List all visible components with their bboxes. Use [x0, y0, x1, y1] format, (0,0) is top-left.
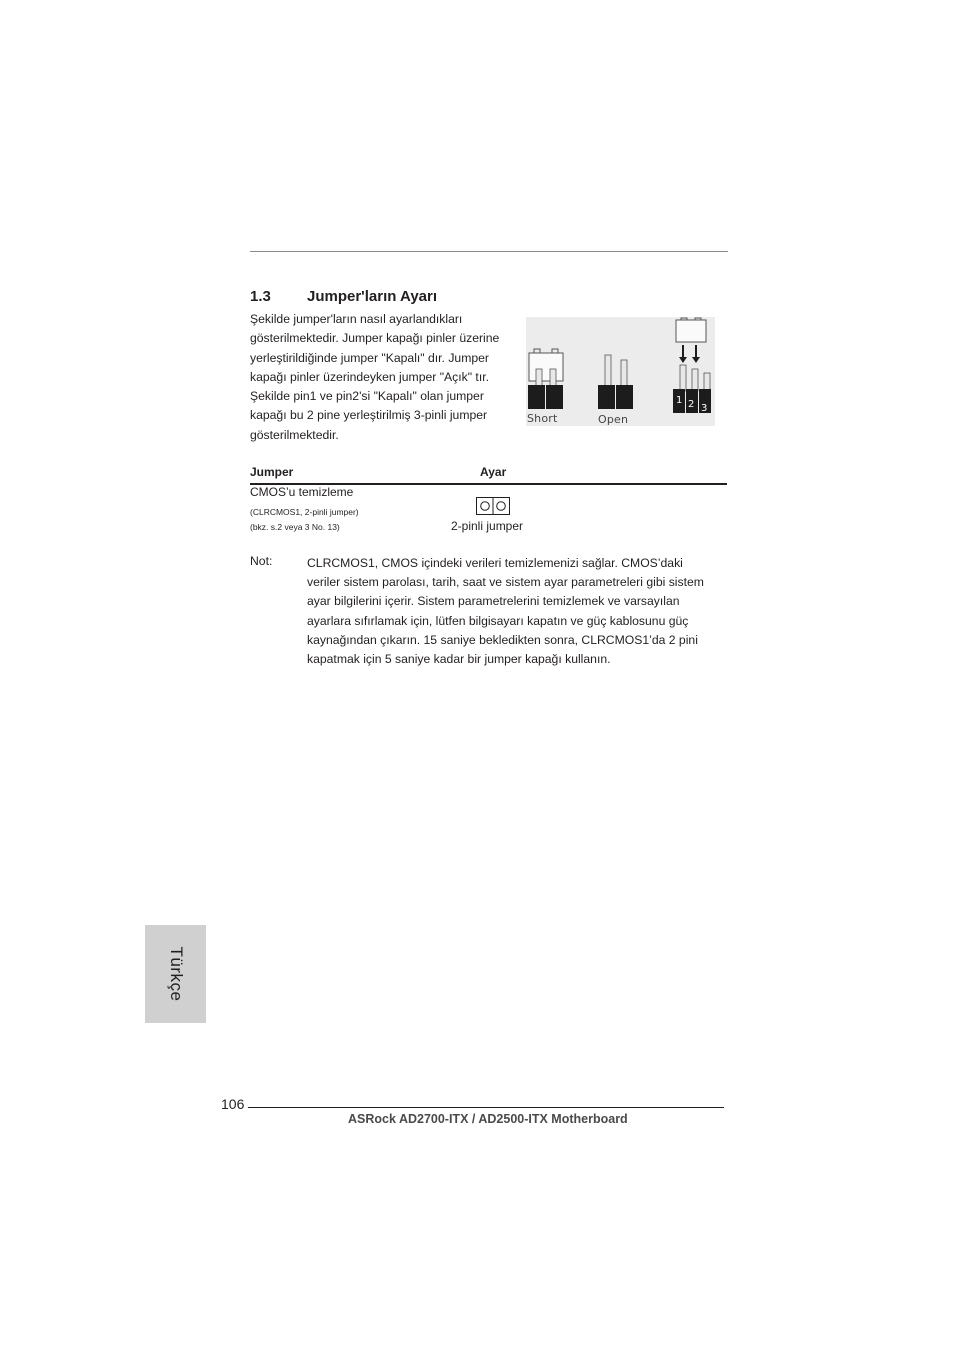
short-label: Short [527, 412, 558, 425]
note-label: Not: [250, 554, 273, 568]
language-label: Türkçe [166, 946, 186, 1002]
footer-divider [248, 1107, 724, 1108]
page-number: 106 [221, 1096, 245, 1112]
table-cell-jumper-reference: (bkz. s.2 veya 3 No. 13) [250, 522, 340, 532]
pin-label: 2 [688, 399, 695, 410]
table-cell-setting-label: 2-pinli jumper [451, 519, 524, 533]
table-header-jumper: Jumper [250, 465, 294, 479]
note-line: CLRCMOS1, CMOS içindeki verileri temizlemenizi sağlar. CMOS’daki [307, 556, 683, 570]
section-number: 1.3 [250, 288, 271, 305]
note-line: ayarlara sıfırlamak için, lütfen bilgisayarı kapatın ve güç kablosunu güç [307, 613, 689, 628]
note-line: ayar bilgilerini içerir. Sistem parametrelerini temizlemek ve varsayılan [307, 594, 680, 609]
pin-label: 1 [676, 395, 683, 406]
table-cell-jumper-detail: (CLRCMOS1, 2-pinli jumper) [250, 507, 359, 517]
open-label: Open [598, 413, 629, 426]
two-pin-jumper-icon [476, 497, 510, 520]
intro-line: kapağı pinler üzerindeyken jumper "Açık" tır. [250, 369, 489, 384]
note-line: kapatmak için 5 saniye kadar bir jumper kapağı kullanın. [307, 652, 611, 667]
table-cell-jumper-name: CMOS’u temizleme [250, 485, 354, 499]
intro-paragraph [250, 310, 520, 445]
note-body [307, 554, 732, 669]
footer-product-name: ASRock AD2700-ITX / AD2500-ITX Motherboard [348, 1112, 628, 1126]
section-title: Jumper'ların Ayarı [307, 288, 438, 305]
table-header-setting: Ayar [480, 465, 507, 479]
jumper-diagram [526, 317, 715, 426]
intro-line: Şekilde pin1 ve pin2'si "Kapalı" olan jumper [250, 389, 484, 404]
intro-line: gösterilmektedir. Jumper kapağı pinler üzerine [250, 331, 500, 346]
open-jumper-graphic [598, 355, 633, 409]
pin-label: 3 [701, 403, 708, 414]
note-line: kaynağından çıkarın. 15 saniye bekledikten sonra, CLRCMOS1’da 2 pini [307, 632, 698, 647]
note-line: veriler sistem parolası, tarih, saat ve sistem ayar parametreleri gibi sistem [307, 575, 704, 590]
intro-line: yerleştirildiğinde jumper "Kapalı" dır. Jumper [250, 350, 489, 365]
intro-line: Şekilde jumper'ların nasıl ayarlandıkları [250, 312, 463, 326]
language-side-tab [145, 925, 206, 1023]
three-pin-jumper-graphic [673, 318, 711, 414]
jumper-illustration [526, 317, 715, 426]
top-divider [250, 251, 728, 252]
intro-line: kapağı bu 2 pine yerleştirilmiş 3-pinli jumper [250, 408, 488, 423]
intro-line: gösterilmektedir. [250, 427, 339, 442]
short-jumper-graphic [528, 349, 563, 409]
